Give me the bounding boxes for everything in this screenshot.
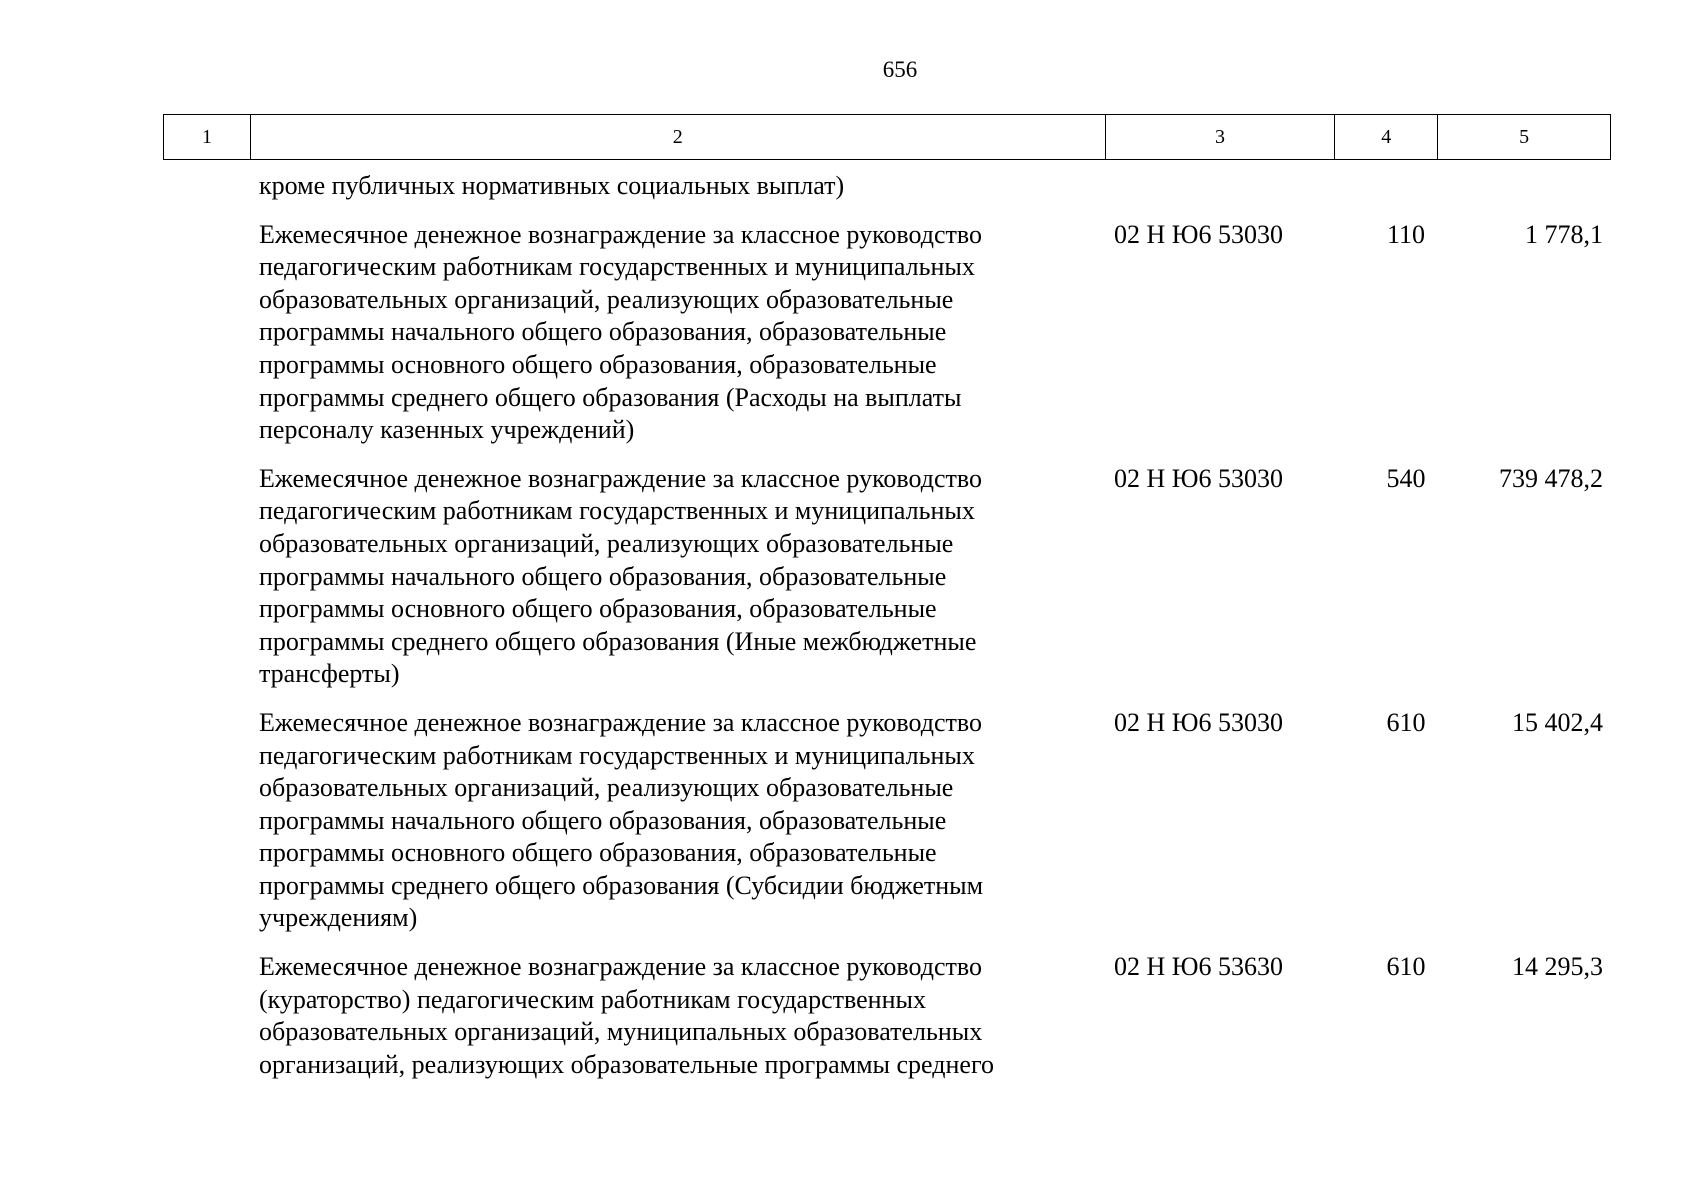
description-line: образовательных организаций, муниципальных образовательных bbox=[259, 1017, 983, 1047]
description-line: педагогическим работникам государственных и муниципальных bbox=[259, 252, 975, 282]
row-amount: 739 478,2 bbox=[1499, 463, 1603, 493]
description-line: программы среднего общего образования (Расходы на выплаты bbox=[259, 382, 962, 412]
description-line: педагогическим работникам государственных и муниципальных bbox=[259, 740, 975, 770]
table-row bbox=[163, 219, 1611, 447]
row-code: 02 Н Ю6 53630 bbox=[1114, 952, 1283, 982]
table-row bbox=[163, 707, 1611, 935]
description-line: программы начального общего образования, образовательные bbox=[259, 561, 947, 591]
description-line: образовательных организаций, реализующих образовательные bbox=[259, 773, 954, 803]
row-amount: 14 295,3 bbox=[1512, 952, 1603, 982]
header-col-2: 2 bbox=[251, 115, 1106, 159]
row-code: 02 Н Ю6 53030 bbox=[1114, 219, 1283, 249]
description-line: образовательных организаций, реализующих образовательные bbox=[259, 528, 954, 558]
row-description bbox=[259, 219, 1099, 447]
description-line: организаций, реализующих образовательные программы среднего bbox=[259, 1049, 994, 1079]
row-expense-type: 540 bbox=[1386, 463, 1426, 493]
description-line: образовательных организаций, реализующих образовательные bbox=[259, 284, 954, 314]
description-line: программы начального общего образования, образовательные bbox=[259, 805, 947, 835]
row-code: 02 Н Ю6 53030 bbox=[1114, 707, 1283, 737]
table-row bbox=[163, 463, 1611, 691]
row-amount: 1 778,1 bbox=[1525, 219, 1603, 249]
row-expense-type: 610 bbox=[1386, 707, 1426, 737]
description-line: учреждениям) bbox=[259, 903, 418, 933]
description-line: программы основного общего образования, образовательные bbox=[259, 594, 937, 624]
description-line: программы начального общего образования, образовательные bbox=[259, 317, 947, 347]
description-line: Ежемесячное денежное вознаграждение за классное руководство bbox=[259, 952, 982, 982]
row-description bbox=[259, 463, 1099, 691]
continuation-text: кроме публичных нормативных социальных выплат) bbox=[259, 171, 845, 200]
header-col-4: 4 bbox=[1335, 115, 1438, 159]
table-body bbox=[163, 170, 1611, 1097]
row-code: 02 Н Ю6 53030 bbox=[1114, 463, 1283, 493]
description-line: трансферты) bbox=[259, 659, 400, 689]
row-description bbox=[259, 707, 1099, 935]
continuation-row bbox=[163, 170, 1611, 203]
description-line: (кураторство) педагогическим работникам государственных bbox=[259, 984, 926, 1014]
description-line: программы основного общего образования, образовательные bbox=[259, 349, 937, 379]
description-line: Ежемесячное денежное вознаграждение за классное руководство bbox=[259, 463, 982, 493]
header-col-3: 3 bbox=[1106, 115, 1336, 159]
description-line: программы среднего общего образования (Иные межбюджетные bbox=[259, 626, 977, 656]
table-row bbox=[163, 951, 1611, 1081]
row-expense-type: 610 bbox=[1386, 952, 1426, 982]
description-line: персоналу казенных учреждений) bbox=[259, 415, 635, 445]
description-line: программы среднего общего образования (Субсидии бюджетным bbox=[259, 870, 984, 900]
description-line: Ежемесячное денежное вознаграждение за классное руководство bbox=[259, 707, 982, 737]
description-line: педагогическим работникам государственных и муниципальных bbox=[259, 496, 975, 526]
row-expense-type: 110 bbox=[1386, 219, 1426, 249]
description-line: Ежемесячное денежное вознаграждение за классное руководство bbox=[259, 219, 982, 249]
table-header bbox=[163, 114, 1611, 160]
page-number: 656 bbox=[882, 57, 918, 82]
header-col-5: 5 bbox=[1519, 125, 1530, 148]
description-line: программы основного общего образования, образовательные bbox=[259, 838, 937, 868]
row-description bbox=[259, 951, 1099, 1081]
row-amount: 15 402,4 bbox=[1512, 707, 1603, 737]
header-col-1: 1 bbox=[164, 115, 251, 159]
